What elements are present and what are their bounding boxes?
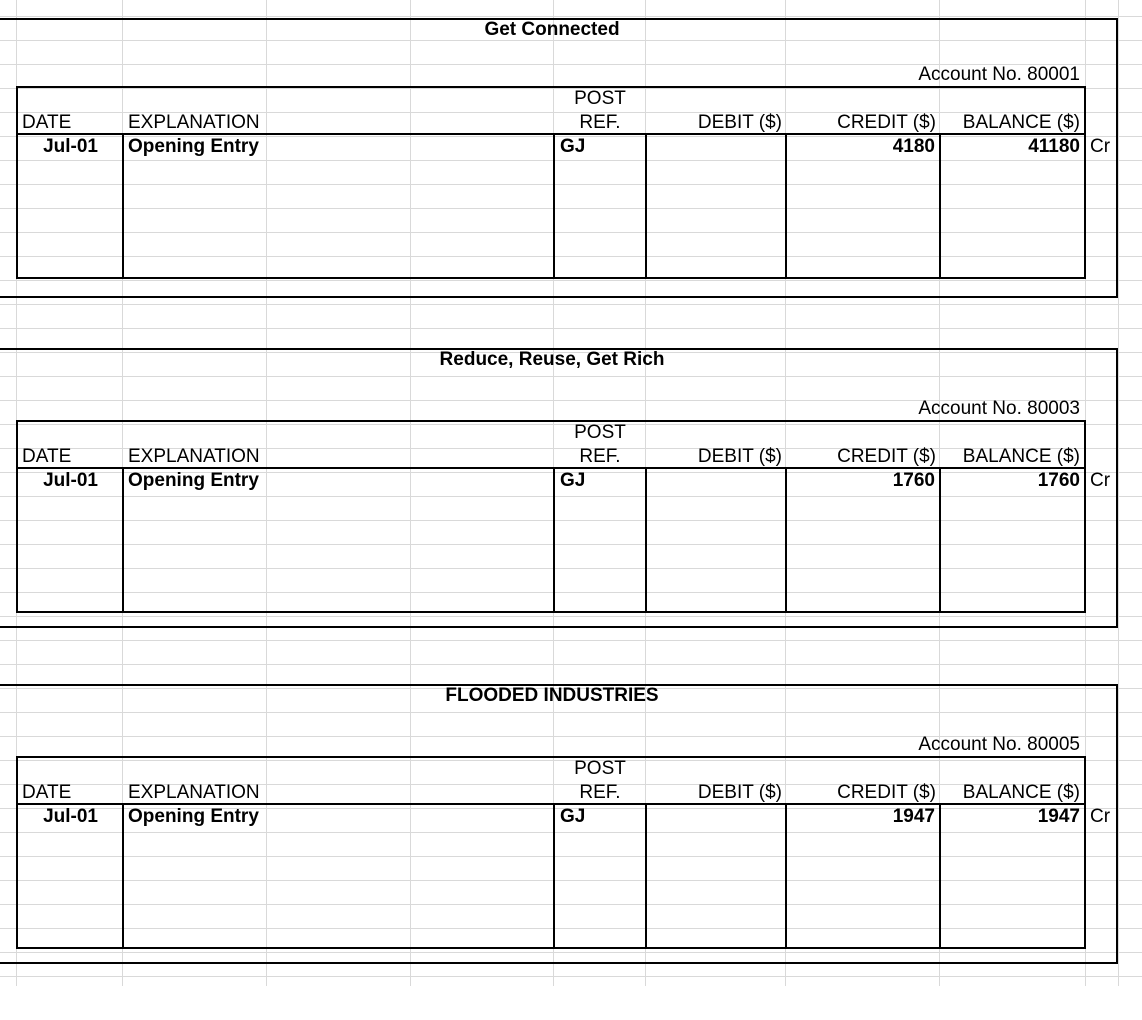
column-divider xyxy=(645,467,647,613)
column-divider xyxy=(645,133,647,279)
entry-credit: 4180 xyxy=(892,136,935,157)
entry-date: Jul-01 xyxy=(43,806,98,827)
ledger-flooded-industries xyxy=(0,684,1142,1020)
account-number: Account No. 80001 xyxy=(918,64,1080,85)
col-header-post-ref-line1: POST xyxy=(574,422,626,443)
col-header-credit: CREDIT ($) xyxy=(837,446,936,467)
entry-explanation: Opening Entry xyxy=(128,470,259,491)
column-divider xyxy=(122,803,124,949)
ledger-reduce-reuse-get-rich xyxy=(0,348,1142,684)
entry-credit: 1760 xyxy=(892,470,935,491)
ledger-get-connected xyxy=(0,18,1142,354)
entry-balance: 1947 xyxy=(1037,806,1080,827)
entry-post-ref: GJ xyxy=(560,470,586,491)
entry-date: Jul-01 xyxy=(43,470,98,491)
entry-post-ref: GJ xyxy=(560,806,586,827)
account-number: Account No. 80003 xyxy=(918,398,1080,419)
column-divider xyxy=(553,467,555,613)
col-header-post-ref-line1: POST xyxy=(574,758,626,779)
col-header-explanation: EXPLANATION xyxy=(128,782,260,803)
column-divider xyxy=(553,133,555,279)
column-divider xyxy=(122,133,124,279)
col-header-post-ref-line2: REF. xyxy=(579,446,621,467)
col-header-post-ref-line1: POST xyxy=(574,88,626,109)
col-header-post-ref-line2: REF. xyxy=(579,782,621,803)
entry-side: Cr xyxy=(1090,136,1111,157)
ledger-title: Reduce, Reuse, Get Rich xyxy=(439,349,665,370)
column-divider xyxy=(553,803,555,949)
col-header-explanation: EXPLANATION xyxy=(128,446,260,467)
ledger-title: FLOODED INDUSTRIES xyxy=(445,685,659,706)
col-header-debit: DEBIT ($) xyxy=(697,782,782,803)
entry-balance: 1760 xyxy=(1037,470,1080,491)
entry-explanation: Opening Entry xyxy=(128,806,259,827)
account-number: Account No. 80005 xyxy=(918,734,1080,755)
col-header-balance: BALANCE ($) xyxy=(962,446,1080,467)
col-header-post-ref-line2: REF. xyxy=(579,112,621,133)
col-header-date: DATE xyxy=(22,112,72,133)
entry-side: Cr xyxy=(1090,470,1111,491)
col-header-date: DATE xyxy=(22,782,72,803)
col-header-balance: BALANCE ($) xyxy=(962,782,1080,803)
entry-side: Cr xyxy=(1090,806,1111,827)
entry-credit: 1947 xyxy=(892,806,935,827)
entry-date: Jul-01 xyxy=(43,136,98,157)
col-header-balance: BALANCE ($) xyxy=(962,112,1080,133)
entry-explanation: Opening Entry xyxy=(128,136,259,157)
entry-post-ref: GJ xyxy=(560,136,586,157)
ledger-title: Get Connected xyxy=(484,19,620,40)
col-header-credit: CREDIT ($) xyxy=(837,112,936,133)
col-header-debit: DEBIT ($) xyxy=(697,446,782,467)
col-header-explanation: EXPLANATION xyxy=(128,112,260,133)
col-header-date: DATE xyxy=(22,446,72,467)
col-header-debit: DEBIT ($) xyxy=(697,112,782,133)
entry-balance: 41180 xyxy=(1028,136,1080,157)
col-header-credit: CREDIT ($) xyxy=(837,782,936,803)
column-divider xyxy=(122,467,124,613)
column-divider xyxy=(645,803,647,949)
